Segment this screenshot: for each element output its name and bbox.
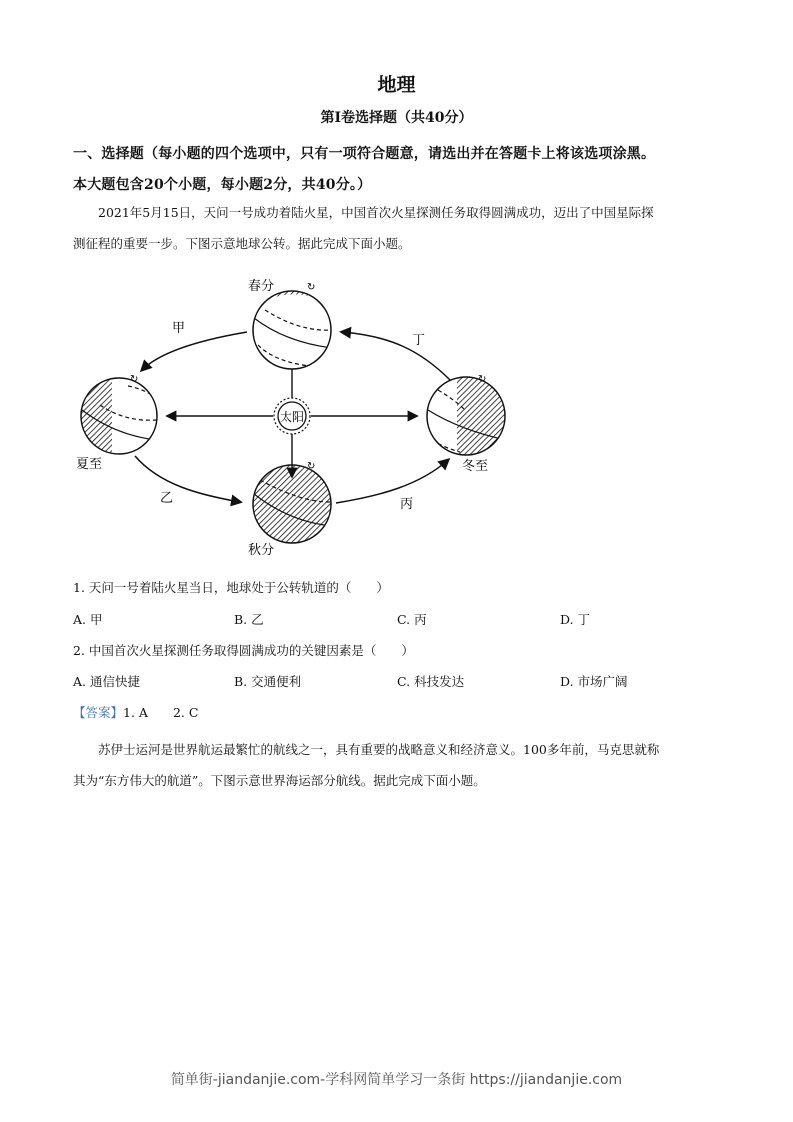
globe-spring-equinox xyxy=(253,282,332,369)
intro-paragraph-1 xyxy=(73,197,731,259)
earth-revolution-diagram xyxy=(60,270,520,560)
intro1-line2: 测征程的重要一步。下图示意地球公转。据此完成下面小题。 xyxy=(73,236,411,251)
part-title: 第Ⅰ卷选择题（共40分） xyxy=(320,110,473,126)
footer-watermark: 简单街-jiandanjie.com-学科网简单学习一条街 https://jiandanjie.com xyxy=(170,1072,623,1088)
label-summer-solstice: 夏至 xyxy=(76,457,103,472)
answer-text: 1. A 2. C xyxy=(123,705,199,720)
intro1-line1: 2021年5月15日，天问一号成功着陆火星，中国首次火星探测任务取得圆满成功，迈出了中国星际探 xyxy=(98,205,654,220)
q1-option-b: B. 乙 xyxy=(234,612,264,627)
label-autumn-equinox: 秋分 xyxy=(248,543,275,558)
intro-paragraph-2 xyxy=(73,734,731,796)
globe-autumn-equinox xyxy=(253,461,332,543)
sun-icon xyxy=(274,398,310,434)
svg-text:↻: ↻ xyxy=(478,374,487,385)
label-segment-ding: 丁 xyxy=(412,333,426,348)
section-heading xyxy=(73,139,733,201)
label-segment-yi: 乙 xyxy=(160,491,174,506)
q2-option-c: C. 科技发达 xyxy=(397,674,465,689)
label-spring-equinox: 春分 xyxy=(248,279,275,294)
sun-label: 太阳 xyxy=(279,410,305,424)
answer-line xyxy=(73,703,198,721)
page-title: 地理 xyxy=(377,74,416,96)
section-heading-line1: 一、选择题（每小题的四个选项中，只有一项符合题意，请选出并在答题卡上将该选项涂黑。 xyxy=(73,146,656,162)
q2-option-b: B. 交通便利 xyxy=(234,674,302,689)
svg-text:↻: ↻ xyxy=(307,461,316,472)
svg-text:↻: ↻ xyxy=(307,282,316,293)
q1-option-d: D. 丁 xyxy=(560,612,591,627)
intro2-line2: 其为“东方伟大的航道”。下图示意世界海运部分航线。据此完成下面小题。 xyxy=(73,773,486,788)
svg-text:↻: ↻ xyxy=(130,374,139,385)
q2-option-d: D. 市场广阔 xyxy=(560,674,628,689)
globe-summer-solstice xyxy=(80,374,157,458)
question-1-stem: 1. 天问一号着陆火星当日，地球处于公转轨道的（ ） xyxy=(73,580,389,595)
q1-option-a: A. 甲 xyxy=(73,612,103,627)
question-2-stem: 2. 中国首次火星探测任务取得圆满成功的关键因素是（ ） xyxy=(73,643,414,658)
answer-tag: 【答案】 xyxy=(73,705,124,720)
globe-winter-solstice xyxy=(427,374,509,460)
q1-option-c: C. 丙 xyxy=(397,612,427,627)
q2-option-a: A. 通信快捷 xyxy=(73,674,140,689)
label-winter-solstice: 冬至 xyxy=(462,459,489,474)
label-segment-jia: 甲 xyxy=(172,321,186,336)
intro2-line1: 苏伊士运河是世界航运最繁忙的航线之一，具有重要的战略意义和经济意义。100多年前，马克思就称 xyxy=(98,742,660,757)
label-segment-bing: 丙 xyxy=(400,497,414,512)
section-heading-line2: 本大题包含20个小题，每小题2分，共40分。） xyxy=(73,177,372,193)
